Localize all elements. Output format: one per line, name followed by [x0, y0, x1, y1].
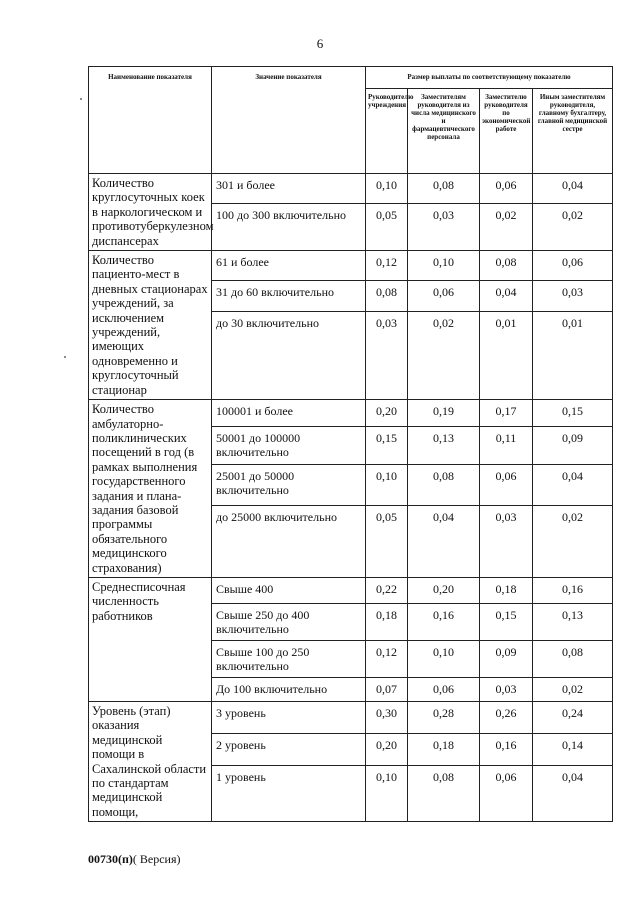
payment-value: 0,04 — [533, 464, 613, 505]
indicator-name: Количество пациенто-мест в дневных стационарах учреждений, за исключением учреждений, имеющих одновременно и круглосуточный стационар — [89, 251, 212, 400]
payment-value: 0,04 — [533, 765, 613, 821]
payment-value: 0,24 — [533, 701, 613, 733]
header-head: Руководителю учреждения — [366, 89, 408, 174]
header-other-deputies: Иным заместителям руководителя, главному бухгалтеру, главной медицинской сестре — [533, 89, 613, 174]
payment-value: 0,15 — [366, 426, 408, 464]
header-value: Значение показателя — [212, 67, 366, 174]
indicator-value: 2 уровень — [212, 733, 366, 765]
footer — [88, 852, 181, 867]
payment-value: 0,12 — [366, 251, 408, 281]
payment-value: 0,06 — [480, 174, 533, 204]
payment-value: 0,06 — [408, 677, 480, 701]
payment-value: 0,03 — [533, 281, 613, 311]
table-row — [89, 251, 613, 281]
payment-value: 0,20 — [366, 400, 408, 427]
header-economic-deputy: Заместителю руководителя по экономической работе — [480, 89, 533, 174]
payment-value: 0,16 — [533, 577, 613, 603]
indicator-value: 1 уровень — [212, 765, 366, 821]
payment-value: 0,05 — [366, 505, 408, 577]
table-body — [89, 174, 613, 822]
payment-value: 0,26 — [480, 701, 533, 733]
indicator-value: до 30 включительно — [212, 311, 366, 400]
payment-value: 0,02 — [533, 677, 613, 701]
payment-value: 0,08 — [408, 174, 480, 204]
table-row — [89, 701, 613, 733]
scan-dot — [64, 356, 66, 358]
payment-value: 0,04 — [533, 174, 613, 204]
document-version: ( Версия) — [132, 852, 181, 866]
payment-value: 0,04 — [408, 505, 480, 577]
table-row — [89, 174, 613, 204]
payment-value: 0,06 — [533, 251, 613, 281]
indicator-value: 3 уровень — [212, 701, 366, 733]
indicator-value: До 100 включительно — [212, 677, 366, 701]
indicator-value: 100 до 300 включительно — [212, 203, 366, 250]
payment-value: 0,22 — [366, 577, 408, 603]
payment-value: 0,03 — [480, 505, 533, 577]
payment-value: 0,08 — [533, 640, 613, 677]
payment-value: 0,01 — [533, 311, 613, 400]
payment-value: 0,15 — [480, 603, 533, 640]
indicator-name: Среднесписочная численность работников — [89, 577, 212, 701]
indicator-name: Количество круглосуточных коек в наркологическом и противотуберкулезном диспансерах — [89, 174, 212, 251]
payment-value: 0,30 — [366, 701, 408, 733]
payment-value: 0,02 — [408, 311, 480, 400]
table-row — [89, 577, 613, 603]
indicator-value: до 25000 включительно — [212, 505, 366, 577]
indicator-value: Свыше 250 до 400 включительно — [212, 603, 366, 640]
document-code: 00730(п) — [88, 852, 133, 866]
scan-dot — [80, 98, 82, 100]
payment-value: 0,14 — [533, 733, 613, 765]
payment-value: 0,18 — [408, 733, 480, 765]
payment-value: 0,05 — [366, 203, 408, 250]
header-medical-deputies: Заместителям руководителя из числа медицинского и фармацевтического персонала — [408, 89, 480, 174]
payment-value: 0,10 — [366, 464, 408, 505]
indicator-value: 31 до 60 включительно — [212, 281, 366, 311]
indicator-name: Количество амбулаторно-поликлинических посещений в год (в рамках выполнения государственного задания и плана-задания базовой программы обязательного медицинского страхования) — [89, 400, 212, 578]
payment-value: 0,20 — [408, 577, 480, 603]
payment-value: 0,08 — [366, 281, 408, 311]
payment-value: 0,19 — [408, 400, 480, 427]
payment-value: 0,13 — [408, 426, 480, 464]
payment-value: 0,01 — [480, 311, 533, 400]
payment-value: 0,10 — [408, 251, 480, 281]
payment-value: 0,17 — [480, 400, 533, 427]
payment-value: 0,08 — [480, 251, 533, 281]
indicator-value: Свыше 400 — [212, 577, 366, 603]
indicator-value: 301 и более — [212, 174, 366, 204]
payment-value: 0,07 — [366, 677, 408, 701]
payment-value: 0,02 — [480, 203, 533, 250]
payment-value: 0,11 — [480, 426, 533, 464]
payment-value: 0,08 — [408, 765, 480, 821]
payment-value: 0,10 — [366, 174, 408, 204]
payment-value: 0,18 — [366, 603, 408, 640]
payment-value: 0,09 — [480, 640, 533, 677]
indicator-name: Уровень (этап) оказания медицинской помощи в Сахалинской области по стандартам медицинской помощи, — [89, 701, 212, 821]
payment-value: 0,03 — [366, 311, 408, 400]
payment-value: 0,03 — [480, 677, 533, 701]
payment-value: 0,03 — [408, 203, 480, 250]
payment-value: 0,04 — [480, 281, 533, 311]
payment-value: 0,16 — [408, 603, 480, 640]
payment-value: 0,02 — [533, 505, 613, 577]
payment-value: 0,06 — [480, 464, 533, 505]
payment-value: 0,12 — [366, 640, 408, 677]
payment-value: 0,18 — [480, 577, 533, 603]
payment-value: 0,28 — [408, 701, 480, 733]
payment-value: 0,16 — [480, 733, 533, 765]
indicator-value: 100001 и более — [212, 400, 366, 427]
payment-value: 0,06 — [480, 765, 533, 821]
payment-value: 0,15 — [533, 400, 613, 427]
payment-value: 0,06 — [408, 281, 480, 311]
payment-value: 0,10 — [366, 765, 408, 821]
payment-value: 0,08 — [408, 464, 480, 505]
payment-table — [88, 66, 613, 822]
table-row — [89, 400, 613, 427]
indicator-value: Свыше 100 до 250 включительно — [212, 640, 366, 677]
header-indicator: Наименование показателя — [89, 67, 212, 174]
payment-value: 0,20 — [366, 733, 408, 765]
indicator-value: 61 и более — [212, 251, 366, 281]
payment-value: 0,02 — [533, 203, 613, 250]
header-payment: Размер выплаты по соответствующему показателю — [366, 67, 613, 89]
payment-value: 0,09 — [533, 426, 613, 464]
indicator-value: 50001 до 100000 включительно — [212, 426, 366, 464]
payment-value: 0,10 — [408, 640, 480, 677]
payment-value: 0,13 — [533, 603, 613, 640]
page-number: 6 — [316, 36, 324, 51]
indicator-value: 25001 до 50000 включительно — [212, 464, 366, 505]
